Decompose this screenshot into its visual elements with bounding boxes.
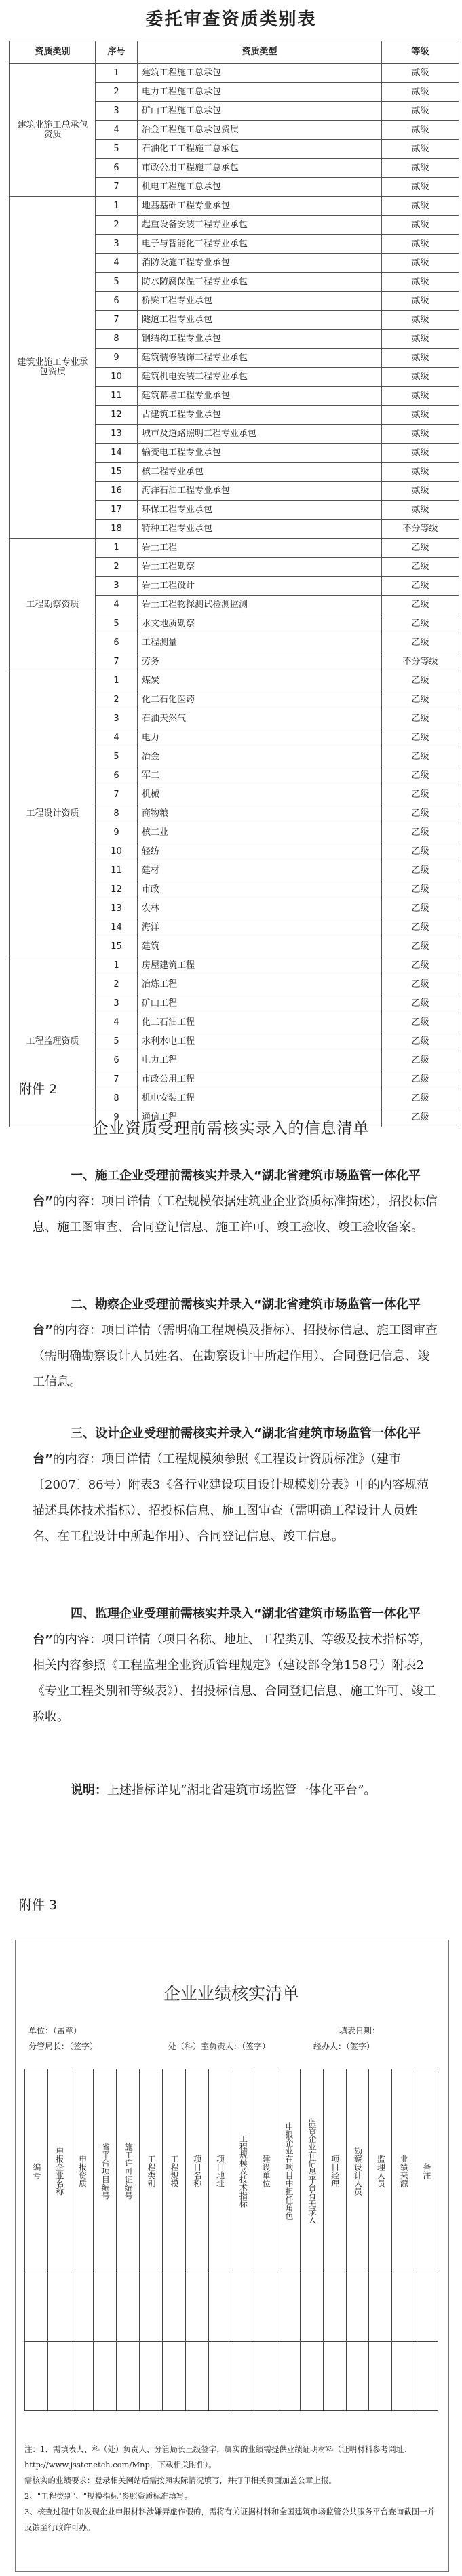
column-header-label: 施工许可证编号 — [123, 2143, 134, 2200]
level-cell: 乙级 — [382, 596, 459, 614]
empty-cell[interactable] — [117, 2342, 140, 2411]
category-cell: 工程监理资质 — [10, 956, 96, 1127]
info-checklist-page — [0, 1055, 462, 1886]
number-cell: 7 — [96, 178, 138, 197]
empty-cell[interactable] — [415, 2342, 438, 2411]
number-cell: 5 — [96, 273, 138, 292]
empty-cell[interactable] — [94, 2342, 117, 2411]
type-cell: 建筑 — [138, 937, 382, 956]
column-header-label: 申报企业名称 — [54, 2147, 64, 2196]
empty-cell[interactable] — [277, 2273, 301, 2342]
paragraph-lead: 三、设计企业受理前需核实并录入“湖北省建筑市场监管一体化平台” — [33, 1426, 421, 1466]
unit-seal-label: 单位：（盖章） — [28, 2026, 82, 2035]
number-cell: 4 — [96, 1013, 138, 1032]
level-cell: 贰级 — [382, 64, 459, 83]
column-header — [369, 2069, 392, 2273]
type-cell: 电力工程 — [138, 1051, 382, 1070]
number-cell: 8 — [96, 330, 138, 349]
level-cell: 乙级 — [382, 1013, 459, 1032]
type-cell: 建筑幕墙工程专业承包 — [138, 387, 382, 406]
level-cell: 不分等级 — [382, 652, 459, 671]
empty-cell[interactable] — [369, 2342, 392, 2411]
level-cell: 贰级 — [382, 140, 459, 159]
number-cell: 13 — [96, 899, 138, 918]
level-cell: 乙级 — [382, 1032, 459, 1051]
type-cell: 核工业 — [138, 823, 382, 842]
number-cell: 16 — [96, 482, 138, 501]
type-cell: 工程测量 — [138, 633, 382, 652]
type-cell: 特种工程专业承包 — [138, 520, 382, 539]
level-cell: 乙级 — [382, 614, 459, 633]
level-cell: 乙级 — [382, 975, 459, 994]
paragraph-survey — [33, 1292, 440, 1395]
number-cell: 6 — [96, 766, 138, 785]
number-cell: 7 — [96, 1070, 138, 1089]
level-cell: 乙级 — [382, 1070, 459, 1089]
section-head-label: 处（科）室负责人：（签字） — [168, 2042, 271, 2051]
level-cell: 乙级 — [382, 899, 459, 918]
level-cell: 贰级 — [382, 311, 459, 330]
number-cell: 12 — [96, 880, 138, 899]
type-cell: 防水防腐保温工程专业承包 — [138, 273, 382, 292]
number-cell: 15 — [96, 463, 138, 482]
note-label: 说明： — [71, 1783, 107, 1797]
type-cell: 市政公用工程 — [138, 1070, 382, 1089]
type-cell: 地基基础工程专业承包 — [138, 197, 382, 216]
attachment-label: 附件 3 — [19, 1898, 58, 1913]
column-header-label: 工程类别 — [147, 2155, 157, 2187]
note — [33, 1778, 453, 1803]
column-header — [392, 2069, 415, 2273]
empty-cell[interactable] — [162, 2342, 185, 2411]
type-cell: 水利水电工程 — [138, 1032, 382, 1051]
level-cell: 贰级 — [382, 425, 459, 444]
number-cell: 3 — [96, 709, 138, 728]
number-cell: 5 — [96, 140, 138, 159]
number-cell: 1 — [96, 671, 138, 690]
column-header-label: 申报资质 — [77, 2155, 88, 2187]
level-cell: 乙级 — [382, 994, 459, 1013]
level-cell: 乙级 — [382, 747, 459, 766]
number-cell: 6 — [96, 1051, 138, 1070]
type-cell: 建材 — [138, 861, 382, 880]
level-cell: 贰级 — [382, 292, 459, 311]
type-cell: 核工程专业承包 — [138, 463, 382, 482]
number-cell: 14 — [96, 444, 138, 463]
number-cell: 12 — [96, 406, 138, 425]
number-cell: 6 — [96, 633, 138, 652]
type-cell: 桥梁工程专业承包 — [138, 292, 382, 311]
empty-cell[interactable] — [346, 2273, 369, 2342]
paragraph-body: 的内容：项目详情（需明确工程规模及指标）、招投标信息、施工图审查（需明确勘察设计人员姓名、在勘察设计中所起作用）、合同登记信息、竣工信息。 — [33, 1323, 438, 1389]
category-cell: 工程勘察资质 — [10, 539, 96, 671]
type-cell: 石油天然气 — [138, 709, 382, 728]
type-cell: 矿山工程 — [138, 994, 382, 1013]
number-cell: 2 — [96, 558, 138, 577]
level-cell: 乙级 — [382, 785, 459, 804]
level-cell: 乙级 — [382, 633, 459, 652]
column-header-label: 编号 — [31, 2163, 41, 2179]
empty-cell[interactable] — [47, 2273, 71, 2342]
level-cell: 贰级 — [382, 254, 459, 273]
number-cell: 1 — [96, 64, 138, 83]
empty-cell[interactable] — [140, 2273, 163, 2342]
level-cell: 乙级 — [382, 842, 459, 861]
note-line: 需核实的业绩要求：登录相关网站后需按照实际情况填写，并打印相关页面加盖公章上报。 — [24, 2476, 336, 2485]
level-cell: 乙级 — [382, 861, 459, 880]
level-cell: 乙级 — [382, 918, 459, 937]
type-cell: 海洋石油工程专业承包 — [138, 482, 382, 501]
empty-cell[interactable] — [117, 2273, 140, 2342]
page-title: 企业资质受理前需核实录入的信息清单 — [92, 1120, 370, 1137]
column-header-label: 项目名称 — [192, 2155, 202, 2187]
column-header-label: 工程规模 — [169, 2155, 179, 2187]
note-body: 上述指标详见“湖北省建筑市场监管一体化平台”。 — [107, 1783, 377, 1797]
header-level: 等级 — [382, 41, 459, 64]
number-cell: 1 — [96, 197, 138, 216]
level-cell: 贰级 — [382, 349, 459, 368]
number-cell: 10 — [96, 842, 138, 861]
category-cell: 建筑业施工总承包资质 — [10, 64, 96, 197]
number-cell: 3 — [96, 994, 138, 1013]
performance-checklist-page — [0, 1886, 462, 2576]
number-cell: 13 — [96, 425, 138, 444]
number-cell: 4 — [96, 728, 138, 747]
column-header — [323, 2069, 346, 2273]
header-category: 资质类别 — [10, 41, 96, 64]
level-cell: 乙级 — [382, 823, 459, 842]
type-cell: 环保工程专业承包 — [138, 501, 382, 520]
empty-cell[interactable] — [346, 2342, 369, 2411]
table-row — [10, 956, 459, 975]
table-row — [10, 64, 459, 83]
number-cell: 5 — [96, 1032, 138, 1051]
page-title: 委托审查资质类别表 — [145, 9, 317, 30]
attachment-label: 附件 2 — [19, 1082, 58, 1097]
empty-cell[interactable] — [71, 2342, 94, 2411]
table-row — [25, 2273, 438, 2342]
empty-cell[interactable] — [254, 2342, 277, 2411]
number-cell: 17 — [96, 501, 138, 520]
type-cell: 农林 — [138, 899, 382, 918]
level-cell: 乙级 — [382, 880, 459, 899]
number-cell: 3 — [96, 577, 138, 596]
column-header-label: 监管企业在信息平台有无录入 — [307, 2118, 317, 2224]
level-cell: 贰级 — [382, 197, 459, 216]
level-cell: 乙级 — [382, 937, 459, 956]
level-cell: 乙级 — [382, 558, 459, 577]
type-cell: 冶金 — [138, 747, 382, 766]
handler-label: 经办人：（签字） — [313, 2042, 375, 2051]
type-cell: 建筑装修装饰工程专业承包 — [138, 349, 382, 368]
qualification-table — [9, 41, 459, 1127]
type-cell: 通信工程 — [138, 1108, 382, 1127]
number-cell: 5 — [96, 747, 138, 766]
number-cell: 8 — [96, 804, 138, 823]
table-header-row — [25, 2069, 438, 2273]
number-cell: 4 — [96, 121, 138, 140]
number-cell: 7 — [96, 652, 138, 671]
type-cell: 石油化工工程施工总承包 — [138, 140, 382, 159]
type-cell: 消防设施工程专业承包 — [138, 254, 382, 273]
level-cell: 贰级 — [382, 273, 459, 292]
column-header-label: 项目地址 — [215, 2155, 225, 2187]
level-cell: 贰级 — [382, 216, 459, 235]
type-cell: 劳务 — [138, 652, 382, 671]
level-cell: 贰级 — [382, 83, 459, 102]
column-header — [277, 2069, 301, 2273]
empty-cell[interactable] — [392, 2273, 415, 2342]
type-cell: 水文地质勘察 — [138, 614, 382, 633]
paragraph-construction — [33, 1163, 440, 1241]
level-cell: 乙级 — [382, 766, 459, 785]
type-cell: 房屋建筑工程 — [138, 956, 382, 975]
number-cell: 1 — [96, 956, 138, 975]
empty-cell[interactable] — [300, 2273, 323, 2342]
empty-cell[interactable] — [254, 2273, 277, 2342]
type-cell: 冶炼工程 — [138, 975, 382, 994]
type-cell: 钢结构工程专业承包 — [138, 330, 382, 349]
column-header — [208, 2069, 231, 2273]
empty-cell[interactable] — [323, 2342, 346, 2411]
number-cell: 8 — [96, 1089, 138, 1108]
table-row — [25, 2342, 438, 2411]
table-row — [10, 197, 459, 216]
level-cell: 乙级 — [382, 1051, 459, 1070]
type-cell: 煤炭 — [138, 671, 382, 690]
paragraph-body: 的内容：项目详情（项目名称、地址、工程类别、等级及技术指标等，相关内容参照《工程监理企业资质管理规定》（建设部令第158号）附表2《专业工程类别和等级表》）、招投标信息、合同登记信息、施工许可、竣工验收。 — [33, 1633, 436, 1724]
type-cell: 岩土工程设计 — [138, 577, 382, 596]
level-cell: 乙级 — [382, 577, 459, 596]
type-cell: 城市及道路照明工程专业承包 — [138, 425, 382, 444]
number-cell: 9 — [96, 823, 138, 842]
type-cell: 岩土工程 — [138, 539, 382, 558]
empty-cell[interactable] — [185, 2273, 208, 2342]
table-header-row — [10, 41, 459, 64]
empty-cell[interactable] — [231, 2273, 254, 2342]
type-cell: 岩土工程物探测试检测监测 — [138, 596, 382, 614]
empty-cell[interactable] — [300, 2342, 323, 2411]
number-cell: 9 — [96, 349, 138, 368]
type-cell: 建筑工程施工总承包 — [138, 64, 382, 83]
column-header — [140, 2069, 163, 2273]
level-cell: 乙级 — [382, 690, 459, 709]
type-cell: 电力 — [138, 728, 382, 747]
note-line: 3、核查过程中如发现企业申报材料涉嫌弄虚作假的，需将有关证据材料和全国建筑市场监管公共服务平台查询截图一并反馈至行政许可办。 — [24, 2507, 436, 2532]
level-cell: 贰级 — [382, 387, 459, 406]
column-header — [254, 2069, 277, 2273]
type-cell: 建筑机电安装工程专业承包 — [138, 368, 382, 387]
type-cell: 古建筑工程专业承包 — [138, 406, 382, 425]
level-cell: 不分等级 — [382, 520, 459, 539]
column-header — [162, 2069, 185, 2273]
column-header-label: 备注 — [422, 2163, 432, 2179]
type-cell: 起重设备安装工程专业承包 — [138, 216, 382, 235]
type-cell: 商物粮 — [138, 804, 382, 823]
level-cell: 贰级 — [382, 444, 459, 463]
paragraph-supervision — [33, 1601, 440, 1730]
header-number: 序号 — [96, 41, 138, 64]
deputy-director-label: 分管局长：（签字） — [28, 2042, 98, 2051]
column-header-label: 监理人员 — [376, 2155, 386, 2187]
column-header — [346, 2069, 369, 2273]
number-cell: 11 — [96, 861, 138, 880]
level-cell: 贰级 — [382, 178, 459, 197]
number-cell: 11 — [96, 387, 138, 406]
column-header-label: 勘察设计人员 — [353, 2147, 363, 2196]
number-cell: 6 — [96, 159, 138, 178]
level-cell: 贰级 — [382, 368, 459, 387]
number-cell: 2 — [96, 83, 138, 102]
column-header — [47, 2069, 71, 2273]
type-cell: 电子与智能化工程专业承包 — [138, 235, 382, 254]
level-cell: 贰级 — [382, 121, 459, 140]
level-cell: 乙级 — [382, 1108, 459, 1127]
empty-cell[interactable] — [231, 2342, 254, 2411]
type-cell: 市政公用工程施工总承包 — [138, 159, 382, 178]
form-title: 企业业绩核实清单 — [163, 1984, 299, 2004]
level-cell: 乙级 — [382, 804, 459, 823]
number-cell: 14 — [96, 918, 138, 937]
level-cell: 乙级 — [382, 1089, 459, 1108]
number-cell: 1 — [96, 539, 138, 558]
type-cell: 岩土工程勘察 — [138, 558, 382, 577]
paragraph-lead: 二、勘察企业受理前需核实并录入“湖北省建筑市场监管一体化平台” — [33, 1297, 421, 1338]
number-cell: 15 — [96, 937, 138, 956]
paragraph-lead: 一、施工企业受理前需核实并录入“湖北省建筑市场监管一体化平台” — [33, 1169, 421, 1209]
column-header — [185, 2069, 208, 2273]
column-header-label: 工程规模及技术指标 — [238, 2134, 248, 2208]
level-cell: 乙级 — [382, 728, 459, 747]
column-header-label: 省平台项目编号 — [100, 2143, 111, 2200]
column-header — [117, 2069, 140, 2273]
type-cell: 军工 — [138, 766, 382, 785]
level-cell: 贰级 — [382, 102, 459, 121]
empty-cell[interactable] — [185, 2342, 208, 2411]
category-cell: 工程设计资质 — [10, 671, 96, 956]
empty-cell[interactable] — [208, 2273, 231, 2342]
type-cell: 海洋 — [138, 918, 382, 937]
column-header — [25, 2069, 48, 2273]
empty-cell[interactable] — [71, 2273, 94, 2342]
level-cell: 贰级 — [382, 406, 459, 425]
number-cell: 5 — [96, 614, 138, 633]
fill-date-label: 填表日期： — [339, 2026, 381, 2035]
number-cell: 7 — [96, 785, 138, 804]
number-cell: 3 — [96, 102, 138, 121]
column-header-label: 业绩来源 — [399, 2155, 409, 2187]
type-cell: 机电安装工程 — [138, 1089, 382, 1108]
number-cell: 4 — [96, 254, 138, 273]
level-cell: 贰级 — [382, 159, 459, 178]
empty-cell[interactable] — [140, 2342, 163, 2411]
form-notes — [24, 2442, 438, 2535]
number-cell: 2 — [96, 690, 138, 709]
table-row — [10, 671, 459, 690]
level-cell: 贰级 — [382, 235, 459, 254]
number-cell: 10 — [96, 368, 138, 387]
paragraph-lead: 四、监理企业受理前需核实并录入“湖北省建筑市场监管一体化平台” — [33, 1607, 421, 1647]
empty-cell[interactable] — [415, 2273, 438, 2342]
number-cell: 2 — [96, 975, 138, 994]
paragraph-body: 的内容：项目详情（工程规模须参照《工程设计资质标准》（建市〔2007〕86号）附表3《各行业建设项目设计规模划分表》中的内容规范描述具体技术指标）、招投标信息、施工图审查（需明确工程设计人员姓名、在工程设计中所起作用）、合同登记信息、竣工信息。 — [33, 1452, 429, 1544]
level-cell: 贰级 — [382, 463, 459, 482]
number-cell: 3 — [96, 235, 138, 254]
empty-cell[interactable] — [94, 2273, 117, 2342]
type-cell: 输变电工程专业承包 — [138, 444, 382, 463]
column-header — [71, 2069, 94, 2273]
column-header-label: 项目经理 — [330, 2155, 340, 2187]
note-line: 注：1、需填表人、科（处）负责人、分管局长三级签字，属实的业绩需提供业绩证明材料（证明材料参考网址：http://www.jsstcnetch.com/Mnp，下载相关附件）。 — [24, 2444, 412, 2470]
column-header — [300, 2069, 323, 2273]
level-cell: 贰级 — [382, 330, 459, 349]
level-cell: 乙级 — [382, 709, 459, 728]
column-header — [94, 2069, 117, 2273]
type-cell: 矿山工程施工总承包 — [138, 102, 382, 121]
column-header — [231, 2069, 254, 2273]
number-cell: 9 — [96, 1108, 138, 1127]
empty-cell[interactable] — [25, 2342, 48, 2411]
level-cell: 乙级 — [382, 956, 459, 975]
level-cell: 贰级 — [382, 501, 459, 520]
type-cell: 隧道工程专业承包 — [138, 311, 382, 330]
empty-cell[interactable] — [208, 2342, 231, 2411]
empty-cell[interactable] — [162, 2273, 185, 2342]
paragraph-body: 的内容：项目详情（工程规模依据建筑业企业资质标准描述），招投标信息、施工图审查、合同登记信息、施工许可、竣工验收、竣工验收备案。 — [33, 1194, 438, 1234]
type-cell: 化工石油工程 — [138, 1013, 382, 1032]
empty-cell[interactable] — [392, 2342, 415, 2411]
note-line: 2、"工程类别"、"规模指标"参照资质标准填写。 — [24, 2491, 192, 2501]
empty-cell[interactable] — [25, 2273, 48, 2342]
number-cell: 6 — [96, 292, 138, 311]
number-cell: 4 — [96, 596, 138, 614]
number-cell: 18 — [96, 520, 138, 539]
header-type: 资质类型 — [138, 41, 382, 64]
category-cell: 建筑业施工专业承包资质 — [10, 197, 96, 539]
number-cell: 7 — [96, 311, 138, 330]
table-row — [10, 539, 459, 558]
type-cell: 市政 — [138, 880, 382, 899]
qualification-table-body — [10, 64, 459, 1127]
level-cell: 贰级 — [382, 482, 459, 501]
type-cell: 轻纺 — [138, 842, 382, 861]
type-cell: 化工石化医药 — [138, 690, 382, 709]
type-cell: 冶金工程施工总承包资质 — [138, 121, 382, 140]
empty-cell[interactable] — [369, 2273, 392, 2342]
level-cell: 乙级 — [382, 539, 459, 558]
column-header-label: 建设单位 — [261, 2155, 271, 2187]
column-header — [415, 2069, 438, 2273]
column-header-label: 申报企业在项目中担任角色 — [284, 2122, 294, 2220]
type-cell: 机电工程施工总承包 — [138, 178, 382, 197]
type-cell: 电力工程施工总承包 — [138, 83, 382, 102]
empty-cell[interactable] — [277, 2342, 301, 2411]
empty-cell[interactable] — [47, 2342, 71, 2411]
empty-cell[interactable] — [323, 2273, 346, 2342]
type-cell: 机械 — [138, 785, 382, 804]
number-cell: 2 — [96, 216, 138, 235]
paragraph-design — [33, 1421, 440, 1550]
level-cell: 乙级 — [382, 671, 459, 690]
performance-table — [24, 2069, 438, 2411]
